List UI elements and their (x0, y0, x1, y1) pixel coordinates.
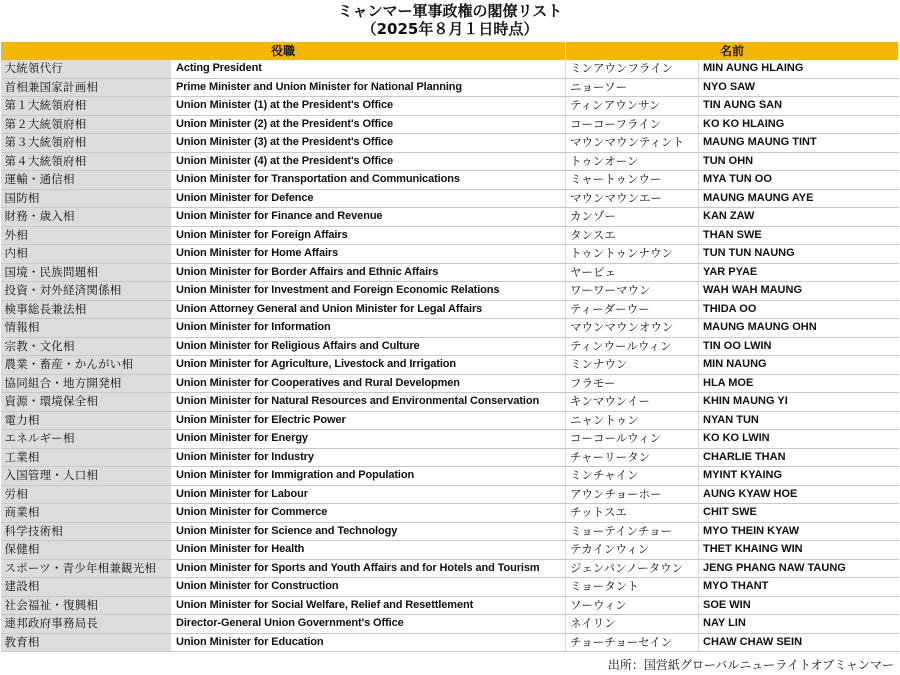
table-row (1, 374, 899, 393)
name-en-cell: HLA MOE (699, 374, 899, 393)
position-ja-cell: 第３大統領府相 (1, 134, 172, 153)
name-en-cell: THAN SWE (699, 226, 899, 245)
table-row (1, 60, 899, 78)
cabinet-table (0, 42, 899, 652)
position-ja-cell: 情報相 (1, 319, 172, 338)
table-row (1, 189, 899, 208)
table-row (1, 263, 899, 282)
name-ja-cell: ミョータント (566, 578, 699, 597)
position-ja-cell: 運輸・通信相 (1, 171, 172, 190)
name-en-cell: MAUNG MAUNG OHN (699, 319, 899, 338)
name-en-cell: CHARLIE THAN (699, 448, 899, 467)
position-en-cell: Union Minister for Investment and Foreign Economic Relations (172, 282, 566, 301)
position-ja-cell: 協同組合・地方開発相 (1, 374, 172, 393)
name-en-cell: NYAN TUN (699, 411, 899, 430)
name-en-cell: THIDA OO (699, 300, 899, 319)
name-ja-cell: マウンマウンティント (566, 134, 699, 153)
name-en-cell: KHIN MAUNG YI (699, 393, 899, 412)
position-ja-cell: 財務・歳入相 (1, 208, 172, 227)
position-ja-cell: 工業相 (1, 448, 172, 467)
table-row (1, 522, 899, 541)
table-row (1, 356, 899, 375)
table-row (1, 97, 899, 116)
position-en-cell: Union Attorney General and Union Minister for Legal Affairs (172, 300, 566, 319)
table-row (1, 430, 899, 449)
header-name: 名前 (566, 42, 899, 60)
position-en-cell: Union Minister for Construction (172, 578, 566, 597)
position-en-cell: Union Minister (1) at the President's Office (172, 97, 566, 116)
name-ja-cell: ティーダーウー (566, 300, 699, 319)
name-ja-cell: ティンウールウィン (566, 337, 699, 356)
name-ja-cell: テカインウィン (566, 541, 699, 560)
table-row (1, 300, 899, 319)
name-en-cell: AUNG KYAW HOE (699, 485, 899, 504)
table-row (1, 467, 899, 486)
name-ja-cell: ミンナウン (566, 356, 699, 375)
name-ja-cell: ジェンパンノータウン (566, 559, 699, 578)
table-row (1, 208, 899, 227)
name-en-cell: CHIT SWE (699, 504, 899, 523)
name-ja-cell: チョーチョーセイン (566, 633, 699, 652)
table-row (1, 615, 899, 634)
table-row (1, 504, 899, 523)
name-ja-cell: トゥンオーン (566, 152, 699, 171)
position-ja-cell: 社会福祉・復興相 (1, 596, 172, 615)
name-en-cell: KO KO HLAING (699, 115, 899, 134)
position-en-cell: Union Minister for Social Welfare, Relief and Resettlement (172, 596, 566, 615)
name-en-cell: CHAW CHAW SEIN (699, 633, 899, 652)
table-row (1, 633, 899, 652)
position-ja-cell: 国境・民族問題相 (1, 263, 172, 282)
position-ja-cell: 首相兼国家計画相 (1, 78, 172, 97)
table-row (1, 152, 899, 171)
name-ja-cell: ミンチャイン (566, 467, 699, 486)
name-ja-cell: ニョーソー (566, 78, 699, 97)
name-ja-cell: コーコールウィン (566, 430, 699, 449)
position-en-cell: Union Minister for Home Affairs (172, 245, 566, 264)
name-ja-cell: フラモー (566, 374, 699, 393)
name-en-cell: MIN NAUNG (699, 356, 899, 375)
name-en-cell: TUN OHN (699, 152, 899, 171)
name-en-cell: THET KHAING WIN (699, 541, 899, 560)
position-en-cell: Union Minister for Health (172, 541, 566, 560)
position-en-cell: Union Minister (3) at the President's Office (172, 134, 566, 153)
name-ja-cell: ニャントゥン (566, 411, 699, 430)
position-ja-cell: 教育相 (1, 633, 172, 652)
position-ja-cell: 外相 (1, 226, 172, 245)
position-ja-cell: 投資・対外経済関係相 (1, 282, 172, 301)
position-ja-cell: 労相 (1, 485, 172, 504)
table-header-row (1, 42, 899, 60)
position-ja-cell: 宗教・文化相 (1, 337, 172, 356)
position-en-cell: Union Minister for Electric Power (172, 411, 566, 430)
position-ja-cell: 第２大統領府相 (1, 115, 172, 134)
name-en-cell: YAR PYAE (699, 263, 899, 282)
table-row (1, 596, 899, 615)
position-en-cell: Union Minister (2) at the President's Office (172, 115, 566, 134)
table-row (1, 115, 899, 134)
position-en-cell: Union Minister for Science and Technology (172, 522, 566, 541)
name-en-cell: TUN TUN NAUNG (699, 245, 899, 264)
name-ja-cell: ミャートゥンウー (566, 171, 699, 190)
page-subtitle: （2025年８月１日時点） (361, 20, 539, 38)
position-ja-cell: 農業・畜産・かんがい相 (1, 356, 172, 375)
position-en-cell: Director-General Union Government's Office (172, 615, 566, 634)
name-ja-cell: マウンマウンオウン (566, 319, 699, 338)
name-en-cell: TIN AUNG SAN (699, 97, 899, 116)
name-en-cell: NAY LIN (699, 615, 899, 634)
table-row (1, 485, 899, 504)
position-ja-cell: 国防相 (1, 189, 172, 208)
name-en-cell: MAUNG MAUNG AYE (699, 189, 899, 208)
table-body (1, 60, 899, 652)
position-en-cell: Union Minister for Industry (172, 448, 566, 467)
table-row (1, 134, 899, 153)
source-note: 出所：国営紙グローバルニューライトオブミャンマー (607, 658, 894, 672)
table-row (1, 541, 899, 560)
table-row (1, 319, 899, 338)
position-en-cell: Acting President (172, 60, 566, 78)
position-ja-cell: 保健相 (1, 541, 172, 560)
position-en-cell: Union Minister for Finance and Revenue (172, 208, 566, 227)
name-ja-cell: タンスエ (566, 226, 699, 245)
position-ja-cell: 第１大統領府相 (1, 97, 172, 116)
name-ja-cell: チャーリータン (566, 448, 699, 467)
name-ja-cell: ワーワーマウン (566, 282, 699, 301)
position-ja-cell: 検事総長兼法相 (1, 300, 172, 319)
position-en-cell: Union Minister for Sports and Youth Affairs and for Hotels and Tourism (172, 559, 566, 578)
position-ja-cell: 入国管理・人口相 (1, 467, 172, 486)
name-ja-cell: トゥントゥンナウン (566, 245, 699, 264)
name-ja-cell: チットスエ (566, 504, 699, 523)
name-ja-cell: カンゾー (566, 208, 699, 227)
header-position: 役職 (1, 42, 566, 60)
table-row (1, 578, 899, 597)
position-ja-cell: 資源・環境保全相 (1, 393, 172, 412)
position-en-cell: Union Minister for Natural Resources and Environmental Conservation (172, 393, 566, 412)
position-ja-cell: 電力相 (1, 411, 172, 430)
name-en-cell: NYO SAW (699, 78, 899, 97)
table-row (1, 282, 899, 301)
name-ja-cell: キンマウンイー (566, 393, 699, 412)
name-ja-cell: アウンチョーホー (566, 485, 699, 504)
table-row (1, 337, 899, 356)
position-en-cell: Union Minister for Immigration and Population (172, 467, 566, 486)
table-row (1, 226, 899, 245)
position-en-cell: Union Minister for Cooperatives and Rural Developmen (172, 374, 566, 393)
table-row (1, 411, 899, 430)
name-ja-cell: ミョーテインチョー (566, 522, 699, 541)
name-en-cell: MAUNG MAUNG TINT (699, 134, 899, 153)
position-en-cell: Union Minister for Religious Affairs and Culture (172, 337, 566, 356)
position-ja-cell: 大統領代行 (1, 60, 172, 78)
name-ja-cell: ネイリン (566, 615, 699, 634)
position-en-cell: Union Minister for Energy (172, 430, 566, 449)
position-ja-cell: 連邦政府事務局長 (1, 615, 172, 634)
position-en-cell: Union Minister for Education (172, 633, 566, 652)
position-en-cell: Union Minister for Transportation and Communications (172, 171, 566, 190)
position-en-cell: Union Minister (4) at the President's Office (172, 152, 566, 171)
table-row (1, 559, 899, 578)
position-en-cell: Union Minister for Commerce (172, 504, 566, 523)
position-ja-cell: 内相 (1, 245, 172, 264)
name-ja-cell: ティンアウンサン (566, 97, 699, 116)
position-en-cell: Union Minister for Labour (172, 485, 566, 504)
name-ja-cell: マウンマウンエー (566, 189, 699, 208)
position-en-cell: Prime Minister and Union Minister for National Planning (172, 78, 566, 97)
table-row (1, 448, 899, 467)
position-ja-cell: エネルギー相 (1, 430, 172, 449)
position-ja-cell: 商業相 (1, 504, 172, 523)
name-en-cell: SOE WIN (699, 596, 899, 615)
table-row (1, 393, 899, 412)
name-ja-cell: ヤーピェ (566, 263, 699, 282)
name-en-cell: TIN OO LWIN (699, 337, 899, 356)
position-en-cell: Union Minister for Defence (172, 189, 566, 208)
name-en-cell: MYA TUN OO (699, 171, 899, 190)
position-ja-cell: 科学技術相 (1, 522, 172, 541)
position-en-cell: Union Minister for Foreign Affairs (172, 226, 566, 245)
position-en-cell: Union Minister for Border Affairs and Ethnic Affairs (172, 263, 566, 282)
name-en-cell: MYINT KYAING (699, 467, 899, 486)
name-ja-cell: ミンアウンフライン (566, 60, 699, 78)
position-en-cell: Union Minister for Agriculture, Livestock and Irrigation (172, 356, 566, 375)
name-ja-cell: ソーウィン (566, 596, 699, 615)
name-en-cell: MYO THEIN KYAW (699, 522, 899, 541)
position-ja-cell: 第４大統領府相 (1, 152, 172, 171)
name-en-cell: MIN AUNG HLAING (699, 60, 899, 78)
name-en-cell: WAH WAH MAUNG (699, 282, 899, 301)
table-row (1, 245, 899, 264)
name-en-cell: KAN ZAW (699, 208, 899, 227)
table-row (1, 171, 899, 190)
table-row (1, 78, 899, 97)
page-title: ミャンマー軍事政権の閣僚リスト (337, 2, 563, 20)
name-ja-cell: コーコーフライン (566, 115, 699, 134)
name-en-cell: JENG PHANG NAW TAUNG (699, 559, 899, 578)
name-en-cell: KO KO LWIN (699, 430, 899, 449)
position-ja-cell: スポーツ・青少年相兼観光相 (1, 559, 172, 578)
position-en-cell: Union Minister for Information (172, 319, 566, 338)
name-en-cell: MYO THANT (699, 578, 899, 597)
position-ja-cell: 建設相 (1, 578, 172, 597)
